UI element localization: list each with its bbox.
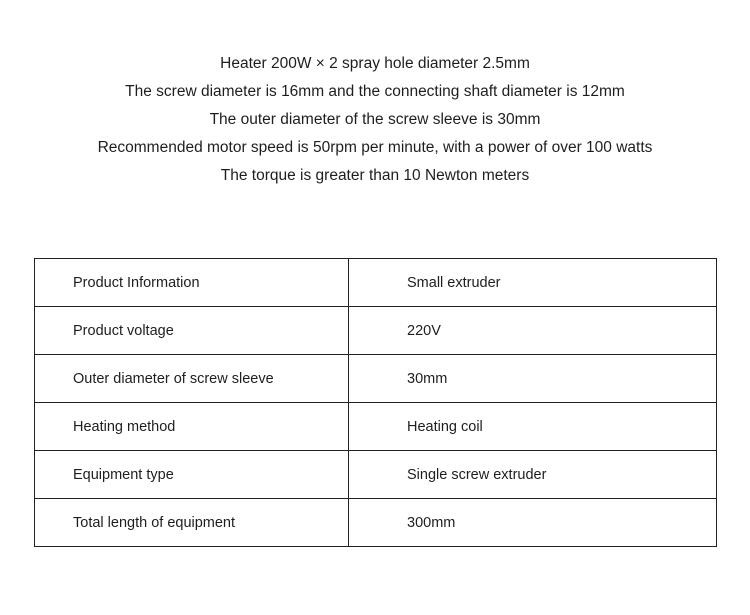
intro-line-sleeve-diameter: The outer diameter of the screw sleeve is 30mm bbox=[209, 111, 541, 128]
spec-label-sleeve-diameter: Outer diameter of screw sleeve bbox=[35, 355, 349, 403]
spec-label-equipment-type: Equipment type bbox=[35, 451, 349, 499]
table-row bbox=[35, 499, 717, 547]
spec-value-product-information: Small extruder bbox=[349, 259, 717, 307]
spec-value-total-length: 300mm bbox=[349, 499, 717, 547]
intro-text-block bbox=[0, 50, 750, 190]
spec-value-sleeve-diameter: 30mm bbox=[349, 355, 717, 403]
spec-label-total-length: Total length of equipment bbox=[35, 499, 349, 547]
spec-label-product-voltage: Product voltage bbox=[35, 307, 349, 355]
table-row bbox=[35, 355, 717, 403]
spec-table bbox=[34, 258, 717, 547]
intro-line-heater: Heater 200W × 2 spray hole diameter 2.5mm bbox=[220, 55, 530, 72]
spec-value-product-voltage: 220V bbox=[349, 307, 717, 355]
spec-label-product-information: Product Information bbox=[35, 259, 349, 307]
intro-line-motor-speed: Recommended motor speed is 50rpm per minute, with a power of over 100 watts bbox=[97, 139, 653, 156]
spec-value-heating-method: Heating coil bbox=[349, 403, 717, 451]
spec-label-heating-method: Heating method bbox=[35, 403, 349, 451]
table-row bbox=[35, 403, 717, 451]
table-row bbox=[35, 451, 717, 499]
intro-line-screw-diameter: The screw diameter is 16mm and the connecting shaft diameter is 12mm bbox=[125, 83, 625, 100]
intro-line-torque: The torque is greater than 10 Newton meters bbox=[220, 167, 530, 184]
spec-value-equipment-type: Single screw extruder bbox=[349, 451, 717, 499]
table-row bbox=[35, 307, 717, 355]
table-row bbox=[35, 259, 717, 307]
